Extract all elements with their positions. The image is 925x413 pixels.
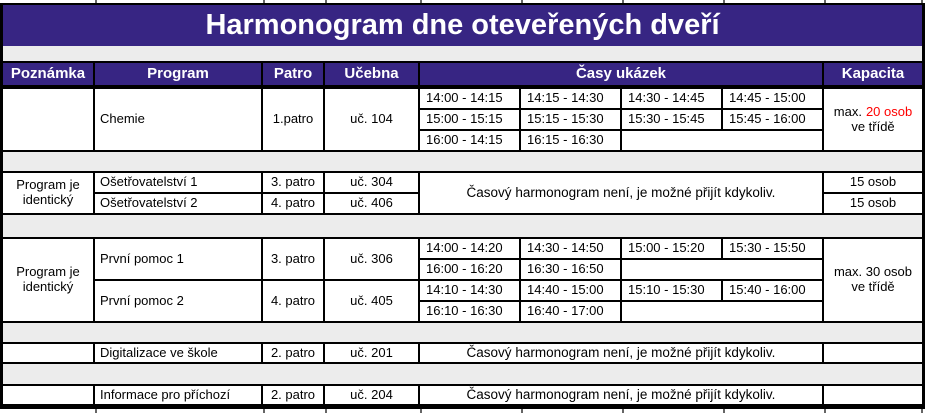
section-informace [3,384,922,406]
chemie-time-slot: 15:00 - 15:15 [420,110,519,129]
kapacita-line1: max. 30 osob [833,264,913,280]
prvni-pomoc-2-ucebna: uč. 405 [325,281,418,321]
chemie-poznamka [3,89,93,150]
spacer-row [3,152,922,171]
osetrovatelstvi-1-ucebna: uč. 304 [325,173,418,192]
chemie-time-slot: 15:30 - 15:45 [622,110,721,129]
digitalizace-kapacita [824,344,922,362]
osetrovatelstvi-note: Časový harmonogram není, je možné přijít kdykoliv. [420,173,822,213]
spacer-row [3,364,922,384]
table-body [0,3,925,409]
informace-program: Informace pro příchozí [95,386,261,404]
chemie-kapacita [824,89,922,150]
kapacita-line2: ve třídě [851,279,895,294]
prvni-pomoc-kapacita [824,239,922,321]
prvni-pomoc-time-slot: 16:10 - 16:30 [420,302,519,321]
digitalizace-program: Digitalizace ve škole [95,344,261,362]
informace-note: Časový harmonogram není, je možné přijít kdykoliv. [420,386,822,404]
osetrovatelstvi-2-program: Ošetřovatelství 2 [95,194,261,213]
digitalizace-poznamka [3,344,93,362]
osetrovatelstvi-1-patro: 3. patro [263,173,323,192]
chemie-time-slot: 14:30 - 14:45 [622,89,721,108]
chemie-ucebna: uč. 104 [325,89,418,150]
prvni-pomoc-time-slot: 16:40 - 17:00 [521,302,620,321]
osetrovatelstvi-2-kapacita: 15 osob [824,194,922,213]
gridline-stub [95,409,97,413]
digitalizace-ucebna: uč. 201 [325,344,418,362]
chemie-empty-slot [622,131,822,150]
osetrovatelstvi-1-kapacita: 15 osob [824,173,922,192]
prvni-pomoc-2-patro: 4. patro [263,281,323,321]
informace-ucebna: uč. 204 [325,386,418,404]
chemie-time-slot: 16:00 - 14:15 [420,131,519,150]
section-digitalizace [3,342,922,364]
prvni-pomoc-time-slot: 14:10 - 14:30 [420,281,519,300]
prvni-pomoc-time-slot: 14:40 - 15:00 [521,281,620,300]
chemie-time-slot: 16:15 - 16:30 [521,131,620,150]
prvni-pomoc-time-slot: 15:00 - 15:20 [622,239,721,258]
chemie-time-slot: 14:15 - 14:30 [521,89,620,108]
digitalizace-note: Časový harmonogram není, je možné přijít kdykoliv. [420,344,822,362]
gridline-stub [263,0,265,3]
prvni-pomoc-poznamka: Program je identický [3,239,93,321]
gridline-stub [325,409,327,413]
prvni-pomoc-1-program: První pomoc 1 [95,239,261,279]
column-header-row [3,61,922,87]
bottom-gridline-stubs [0,409,925,413]
chemie-time-slot: 15:45 - 16:00 [723,110,822,129]
prvni-pomoc-time-slot: 15:30 - 15:50 [723,239,822,258]
gridline-stub [622,409,624,413]
prvni-pomoc-time-slot: 15:10 - 15:30 [622,281,721,300]
chemie-patro: 1.patro [263,89,323,150]
informace-poznamka [3,386,93,404]
header-patro: Patro [263,63,323,85]
prvni-pomoc-1-ucebna: uč. 306 [325,239,418,279]
chemie-time-slot: 14:00 - 14:15 [420,89,519,108]
osetrovatelstvi-2-ucebna: uč. 406 [325,194,418,213]
prvni-pomoc-time-slot: 16:00 - 16:20 [420,260,519,279]
gridline-stub [521,0,523,3]
kapacita-prefix: max. [833,103,862,119]
gridline-stub [622,0,624,3]
prvni-pomoc-1-patro: 3. patro [263,239,323,279]
title-banner [3,5,922,46]
header-poznamka: Poznámka [3,63,93,85]
chemie-time-slot: 14:45 - 15:00 [723,89,822,108]
header-kapacita: Kapacita [824,63,922,85]
digitalizace-patro: 2. patro [263,344,323,362]
osetrovatelstvi-poznamka: Program je identický [3,173,93,213]
gridline-stub [263,409,265,413]
header-ucebna: Učebna [325,63,418,85]
gridline-stub [325,0,327,3]
prvni-pomoc-time-slot: 14:30 - 14:50 [521,239,620,258]
section-chemie [3,87,922,152]
section-osetrovatelstvi [3,171,922,215]
informace-kapacita [824,386,922,404]
prvni-pomoc-time-slot: 14:00 - 14:20 [420,239,519,258]
osetrovatelstvi-2-patro: 4. patro [263,194,323,213]
spacer-row [3,46,922,61]
page-title: Harmonogram dne oteveřených dveří [205,9,720,41]
prvni-pomoc-2-program: První pomoc 2 [95,281,261,321]
gridline-stub [824,409,826,413]
spacer-row [3,215,922,237]
gridline-stub [420,0,422,3]
top-gridline-stubs [0,0,925,3]
chemie-time-slot: 15:15 - 15:30 [521,110,620,129]
gridline-stub [824,0,826,3]
gridline-stub [723,0,725,3]
kapacita-line2: ve třídě [851,118,895,134]
osetrovatelstvi-1-program: Ošetřovatelství 1 [95,173,261,192]
gridline-stub [921,409,923,413]
gridline-stub [95,0,97,3]
prvni-pomoc-time-slot: 16:30 - 16:50 [521,260,620,279]
kapacita-value: 20 osob [865,103,913,119]
section-prvni-pomoc [3,237,922,323]
gridline-stub [521,409,523,413]
chemie-program: Chemie [95,89,261,150]
header-program: Program [95,63,261,85]
spacer-row [3,323,922,342]
gridline-stub [723,409,725,413]
prvni-pomoc-empty-slot [622,260,822,279]
informace-patro: 2. patro [263,386,323,404]
prvni-pomoc-empty-slot [622,302,822,321]
gridline-stub [420,409,422,413]
prvni-pomoc-time-slot: 15:40 - 16:00 [723,281,822,300]
gridline-stub [921,0,923,3]
header-casy-ukazek: Časy ukázek [420,63,822,85]
